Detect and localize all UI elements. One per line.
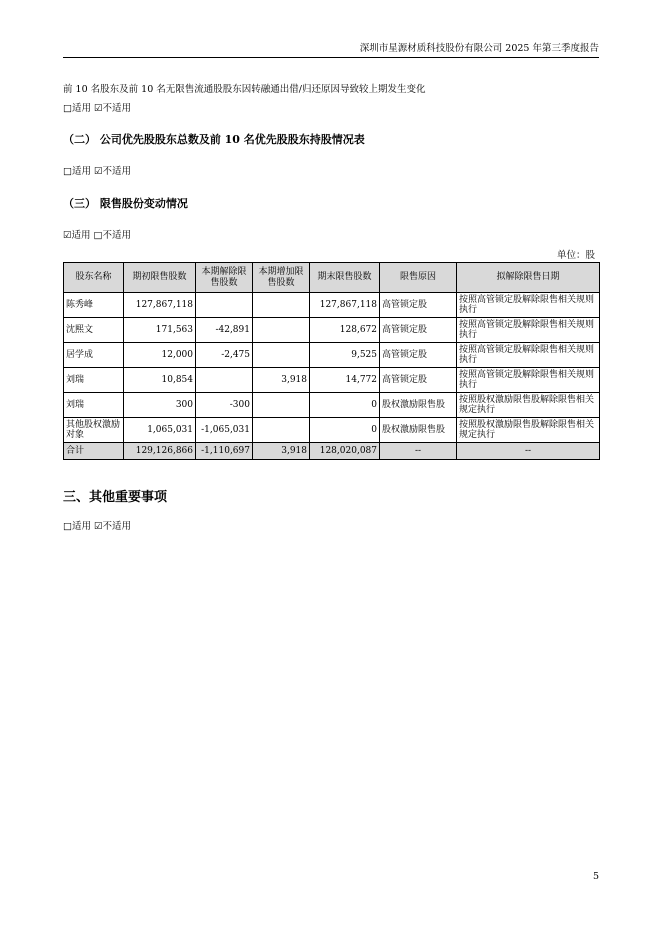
table-row: [64, 393, 600, 418]
cell-reason: 高管锁定股: [380, 343, 457, 368]
cell-added: [253, 418, 310, 443]
cell-name: 合计: [64, 443, 124, 460]
intro-text: 前 10 名股东及前 10 名无限售流通股股东因转融通出借/归还原因导致较上期发生变化: [63, 84, 426, 95]
cell-begin: 1,065,031: [124, 418, 196, 443]
cell-date: 按照股权激励限售股解除限售相关规定执行: [457, 418, 600, 443]
cell-reason: 高管锁定股: [380, 318, 457, 343]
cell-date: 按照高管锁定股解除限售相关规则执行: [457, 368, 600, 393]
cell-end: 128,672: [310, 318, 380, 343]
cell-end: 0: [310, 393, 380, 418]
cell-date: 按照高管锁定股解除限售相关规则执行: [457, 318, 600, 343]
cell-begin: 10,854: [124, 368, 196, 393]
cell-released: -2,475: [196, 343, 253, 368]
cell-date: 按照股权激励限售股解除限售相关规定执行: [457, 393, 600, 418]
cell-reason: 股权激励限售股: [380, 418, 457, 443]
cell-added: [253, 393, 310, 418]
cell-name: 陈秀峰: [64, 293, 124, 318]
col-header: 股东名称: [64, 263, 124, 293]
intro-applicability: □适用 ☑不适用: [63, 103, 132, 114]
cell-name: 刘瑞: [64, 368, 124, 393]
cell-begin: 12,000: [124, 343, 196, 368]
cell-reason: 股权激励限售股: [380, 393, 457, 418]
report-title: 深圳市星源材质科技股份有限公司 2025 年第三季度报告: [359, 43, 599, 54]
cell-begin: 129,126,866: [124, 443, 196, 460]
col-header: 拟解除限售日期: [457, 263, 600, 293]
table-row: [64, 368, 600, 393]
other-matters-title: 三、其他重要事项: [63, 490, 168, 505]
table-total-row: [64, 443, 600, 460]
cell-released: -42,891: [196, 318, 253, 343]
cell-reason: 高管锁定股: [380, 368, 457, 393]
section3-title: （三） 限售股份变动情况: [63, 197, 188, 210]
cell-end: 0: [310, 418, 380, 443]
page-header: [63, 40, 599, 58]
cell-released: -1,065,031: [196, 418, 253, 443]
table-row: [64, 318, 600, 343]
cell-name: 沈熙文: [64, 318, 124, 343]
cell-released: -1,110,697: [196, 443, 253, 460]
cell-added: [253, 318, 310, 343]
section3-applicability: ☑适用 □不适用: [63, 230, 132, 241]
cell-name: 居学成: [64, 343, 124, 368]
cell-released: [196, 293, 253, 318]
col-header: 限售原因: [380, 263, 457, 293]
cell-date: 按照高管锁定股解除限售相关规则执行: [457, 343, 600, 368]
table-header-row: [64, 263, 600, 293]
cell-reason: 高管锁定股: [380, 293, 457, 318]
table-row: [64, 293, 600, 318]
table-row: [64, 418, 600, 443]
col-header: 期初限售股数: [124, 263, 196, 293]
cell-added: 3,918: [253, 443, 310, 460]
table-row: [64, 343, 600, 368]
cell-end: 9,525: [310, 343, 380, 368]
cell-date: --: [457, 443, 600, 460]
section2-title: （二） 公司优先股股东总数及前 10 名优先股股东持股情况表: [63, 133, 365, 146]
restricted-shares-table: [63, 262, 600, 460]
other-matters-applicability: □适用 ☑不适用: [63, 521, 132, 532]
cell-released: -300: [196, 393, 253, 418]
cell-added: [253, 343, 310, 368]
cell-begin: 300: [124, 393, 196, 418]
col-header: 本期解除限售股数: [196, 263, 253, 293]
cell-begin: 171,563: [124, 318, 196, 343]
cell-end: 128,020,087: [310, 443, 380, 460]
cell-released: [196, 368, 253, 393]
col-header: 本期增加限售股数: [253, 263, 310, 293]
cell-date: 按照高管锁定股解除限售相关规则执行: [457, 293, 600, 318]
cell-name: 其他股权激励对象: [64, 418, 124, 443]
cell-reason: --: [380, 443, 457, 460]
cell-added: 3,918: [253, 368, 310, 393]
cell-begin: 127,867,118: [124, 293, 196, 318]
col-header: 期末限售股数: [310, 263, 380, 293]
section2-applicability: □适用 ☑不适用: [63, 166, 132, 177]
cell-end: 127,867,118: [310, 293, 380, 318]
page-number: 5: [592, 871, 599, 882]
cell-added: [253, 293, 310, 318]
cell-end: 14,772: [310, 368, 380, 393]
cell-name: 刘瑞: [64, 393, 124, 418]
unit-label: 单位：股: [556, 250, 595, 261]
